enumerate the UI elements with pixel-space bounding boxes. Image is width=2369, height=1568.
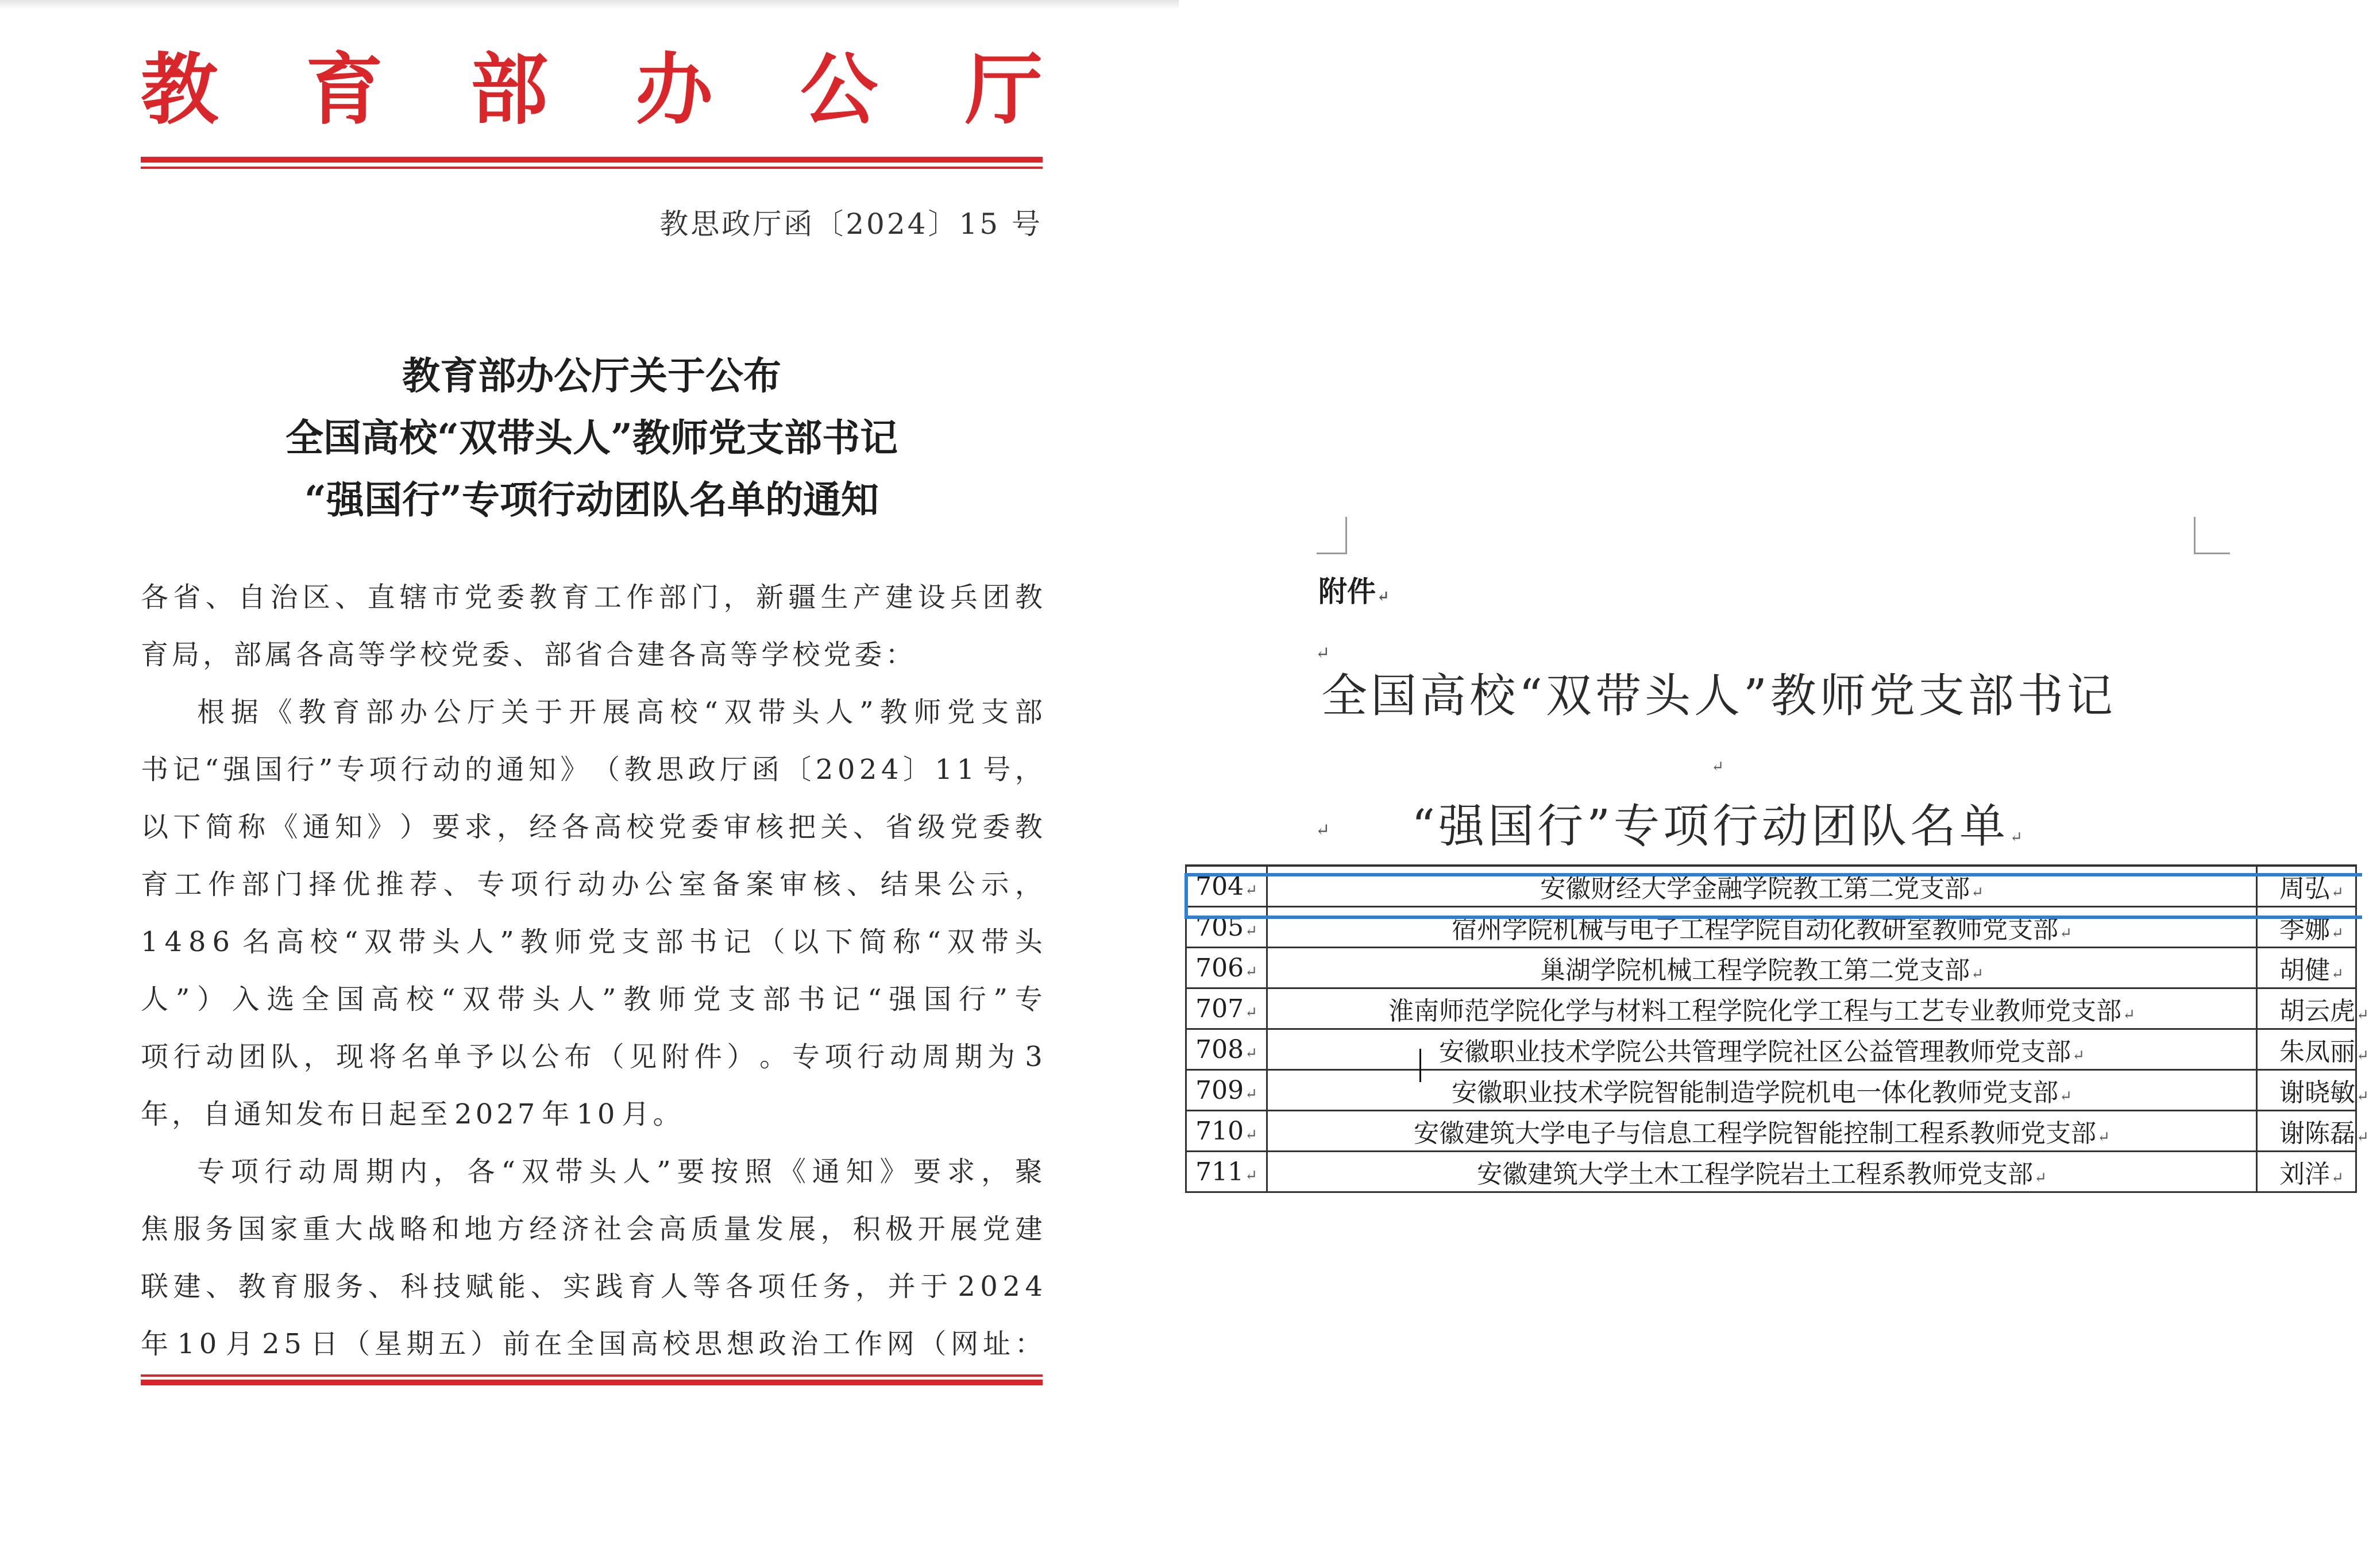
paragraph-mark: ↵: [1245, 1085, 1257, 1103]
table-row[interactable]: [1186, 1111, 2356, 1152]
notice-body-line: 联 建 、 教 育 服 务 、 科 技 赋 能 、 实 践 育 人 等 各 项 任 务 ， 并 于 2 0 2 4: [141, 1270, 1043, 1303]
paragraph-mark: ↵: [1971, 884, 1984, 901]
footer-rule-thin: [141, 1374, 1043, 1377]
paragraph-mark: ↵: [2331, 884, 2344, 901]
notice-body-line: 根 据 《 教 育 部 办 公 厅 关 于 开 展 高 校 “ 双 带 头 人 ” 教 师 党 支 部: [197, 696, 1043, 728]
table-cell-num[interactable]: [1186, 948, 1267, 988]
attachment-page: [1179, 0, 2369, 1568]
cell-text: 705: [1195, 912, 1244, 942]
table-cell-num[interactable]: [1186, 1152, 1267, 1192]
paragraph-mark: ↵: [2331, 965, 2344, 983]
header-rule-thick: [141, 157, 1043, 163]
cell-text: 巢湖学院机械工程学院教工第二党支部: [1540, 956, 1970, 985]
paragraph-mark: ↵: [2356, 1129, 2369, 1146]
attachment-label: 附件↵: [1318, 574, 1390, 608]
table-cell-person[interactable]: [2257, 1111, 2369, 1152]
cell-text: 安徽职业技术学院智能制造学院机电一体化教师党支部: [1452, 1078, 2059, 1107]
table-row[interactable]: [1186, 948, 2356, 988]
table-cell-person[interactable]: [2257, 948, 2356, 988]
page-corner-mark: [1317, 517, 1347, 554]
notice-body-line: 育 工 作 部 门 择 优 推 荐 、 专 项 行 动 办 公 室 备 案 审 核 、 结 果 公 示 ，: [141, 868, 1043, 901]
paragraph-mark: ↵: [2072, 1047, 2085, 1064]
document-number: 教思政厅函〔2024〕15 号: [659, 207, 1043, 241]
header-rule-thin: [141, 167, 1043, 169]
cell-text: 淮南师范学院化学与材料工程学院化学工程与工艺专业教师党支部: [1388, 997, 2122, 1026]
agency-char: 部: [470, 43, 548, 135]
paragraph-mark: ↵: [1245, 881, 1257, 899]
cell-text: 朱凤丽: [2279, 1037, 2355, 1067]
paragraph-mark: ↵: [2356, 1006, 2369, 1024]
notice-page: [0, 0, 1179, 1568]
cell-text: 707: [1195, 994, 1244, 1024]
table-cell-branch[interactable]: [1267, 1152, 2257, 1192]
agency-char: 厅: [965, 43, 1043, 135]
footer-rule-thick: [141, 1380, 1043, 1385]
notice-body-line: 以 下 简 称 《 通 知 》 ） 要 求 ， 经 各 高 校 党 委 审 核 把 关 、 省 级 党 委 教: [141, 811, 1043, 843]
table-cell-person[interactable]: [2257, 988, 2369, 1029]
cell-text: 安徽建筑大学土木工程学院岩土工程系教师党支部: [1477, 1160, 2034, 1189]
top-edge-shadow: [0, 0, 1179, 9]
paragraph-mark: ↵: [1245, 1126, 1257, 1144]
agency-char: 教: [141, 43, 218, 135]
table-cell-branch[interactable]: [1267, 1111, 2257, 1152]
table-cell-person[interactable]: [2257, 1070, 2369, 1111]
paragraph-mark: ↵: [2356, 1047, 2369, 1064]
cell-text: 谢晓敏: [2279, 1078, 2355, 1107]
paragraph-mark: ↵: [1245, 922, 1257, 940]
page-corner-mark: [2194, 517, 2230, 554]
attachment-title-line: “强国行”专项行动团队名单↵: [1411, 800, 2026, 853]
cell-text: 709: [1195, 1075, 1244, 1105]
table-cell-branch[interactable]: [1267, 988, 2257, 1029]
paragraph-mark: ↵: [1245, 1167, 1257, 1184]
notice-body-line: 育 局 ， 部 属 各 高 等 学 校 党 委 、 部 省 合 建 各 高 等 学 校 党 委 ：: [141, 639, 913, 671]
row-selection-highlight: [1184, 873, 2362, 919]
notice-body-line: 各 省 、 自 治 区 、 直 辖 市 党 委 教 育 工 作 部 门 ， 新 疆 生 产 建 设 兵 团 教: [141, 581, 1043, 613]
notice-body-line: 年 1 0 月 2 5 日 （ 星 期 五 ） 前 在 全 国 高 校 思 想 政 治 工 作 网 （ 网 址 ：: [141, 1328, 1043, 1360]
cell-text: 安徽财经大学金融学院教工第二党支部: [1540, 874, 1970, 903]
paragraph-mark: ↵: [1245, 963, 1257, 980]
cell-text: 708: [1195, 1034, 1244, 1064]
cell-text: 胡健: [2279, 956, 2330, 985]
cell-text: 周弘: [2279, 874, 2330, 903]
table-cell-branch[interactable]: [1267, 1070, 2257, 1111]
notice-body-line: 专 项 行 动 周 期 内 ， 各 “ 双 带 头 人 ” 要 按 照 《 通 知 》 要 求 ， 聚: [197, 1156, 1043, 1188]
paragraph-mark: ↵: [1315, 820, 1330, 840]
notice-body-line: 项 行 动 团 队 ， 现 将 名 单 予 以 公 布 （ 见 附 件 ） 。 专 项 行 动 周 期 为 3: [141, 1041, 1043, 1073]
table-cell-person[interactable]: [2257, 1152, 2356, 1192]
notice-title-line: 教育部办公厅关于公布: [402, 353, 781, 398]
table-cell-person[interactable]: [2257, 1029, 2369, 1070]
notice-body-line: 1 4 8 6 名 高 校 “ 双 带 头 人 ” 教 师 党 支 部 书 记 （ 以 下 简 称 “ 双 带 头: [141, 926, 1043, 958]
paragraph-mark: ↵: [1971, 965, 1984, 983]
paragraph-mark: ↵: [2059, 925, 2072, 942]
cell-text: 谢陈磊: [2279, 1119, 2355, 1148]
table-cell-num[interactable]: [1186, 1111, 1267, 1152]
paragraph-mark: ↵: [2034, 1169, 2047, 1187]
table-cell-num[interactable]: [1186, 988, 1267, 1029]
paragraph-mark: ↵: [1245, 1044, 1257, 1062]
table-row[interactable]: [1186, 1070, 2356, 1111]
cell-text: 李娜: [2279, 915, 2330, 944]
text-cursor: [1419, 1049, 1421, 1082]
agency-header: [141, 40, 1043, 138]
attachment-title-line: 全国高校“双带头人”教师党支部书记↵: [1321, 669, 2116, 775]
notice-title: [141, 345, 1043, 531]
paragraph-mark: ↵: [2331, 925, 2344, 942]
cell-text: 宿州学院机械与电子工程学院自动化教研室教师党支部: [1452, 915, 2059, 944]
cell-text: 704: [1195, 871, 1244, 901]
agency-char: 育: [306, 43, 383, 135]
notice-body-line: 书 记 “ 强 国 行 ” 专 项 行 动 的 通 知 》 （ 教 思 政 厅 函 〔 2 0 2 4 〕 1 1 号 ，: [141, 754, 1043, 786]
cell-text: 安徽职业技术学院公共管理学院社区公益管理教师党支部: [1439, 1037, 2071, 1067]
notice-body-line: 焦 服 务 国 家 重 大 战 略 和 地 方 经 济 社 会 高 质 量 发 展 ， 积 极 开 展 党 建: [141, 1213, 1043, 1245]
paragraph-mark: ↵: [1315, 643, 1330, 663]
notice-title-line: “强国行”专项行动团队名单的通知: [304, 477, 879, 522]
table-cell-num[interactable]: [1186, 1070, 1267, 1111]
cell-text: 711: [1195, 1157, 1244, 1187]
paragraph-mark: ↵: [2059, 1088, 2072, 1105]
table-row[interactable]: [1186, 988, 2356, 1029]
table-cell-num[interactable]: [1186, 1029, 1267, 1070]
cell-text: 706: [1195, 953, 1244, 983]
table-row[interactable]: [1186, 1152, 2356, 1192]
notice-title-line: 全国高校“双带头人”教师党支部书记: [285, 415, 898, 460]
cell-text: 710: [1195, 1116, 1244, 1146]
paragraph-mark: ↵: [2097, 1129, 2110, 1146]
paragraph-mark: ↵: [2331, 1169, 2344, 1187]
table-row[interactable]: [1186, 1029, 2356, 1070]
table-cell-branch[interactable]: [1267, 948, 2257, 988]
notice-body: [141, 569, 1043, 1373]
agency-char: 办: [635, 43, 713, 135]
notice-body-line: 年 ， 自 通 知 发 布 日 起 至 2 0 2 7 年 1 0 月 。: [141, 1098, 681, 1130]
paragraph-mark: ↵: [1245, 1003, 1257, 1021]
paragraph-mark: ↵: [2123, 1006, 2135, 1024]
cell-text: 刘洋: [2279, 1160, 2330, 1189]
agency-char: 公: [800, 43, 878, 135]
table-cell-branch[interactable]: [1267, 1029, 2257, 1070]
cell-text: 安徽建筑大学电子与信息工程学院智能控制工程系教师党支部: [1414, 1119, 2097, 1148]
attachment-title: [1317, 666, 2121, 867]
paragraph-mark: ↵: [2356, 1088, 2369, 1105]
cell-text: 胡云虎: [2279, 997, 2355, 1026]
notice-body-line: 人 ” ） 入 选 全 国 高 校 “ 双 带 头 人 ” 教 师 党 支 部 书 记 “ 强 国 行 ” 专: [141, 983, 1043, 1015]
